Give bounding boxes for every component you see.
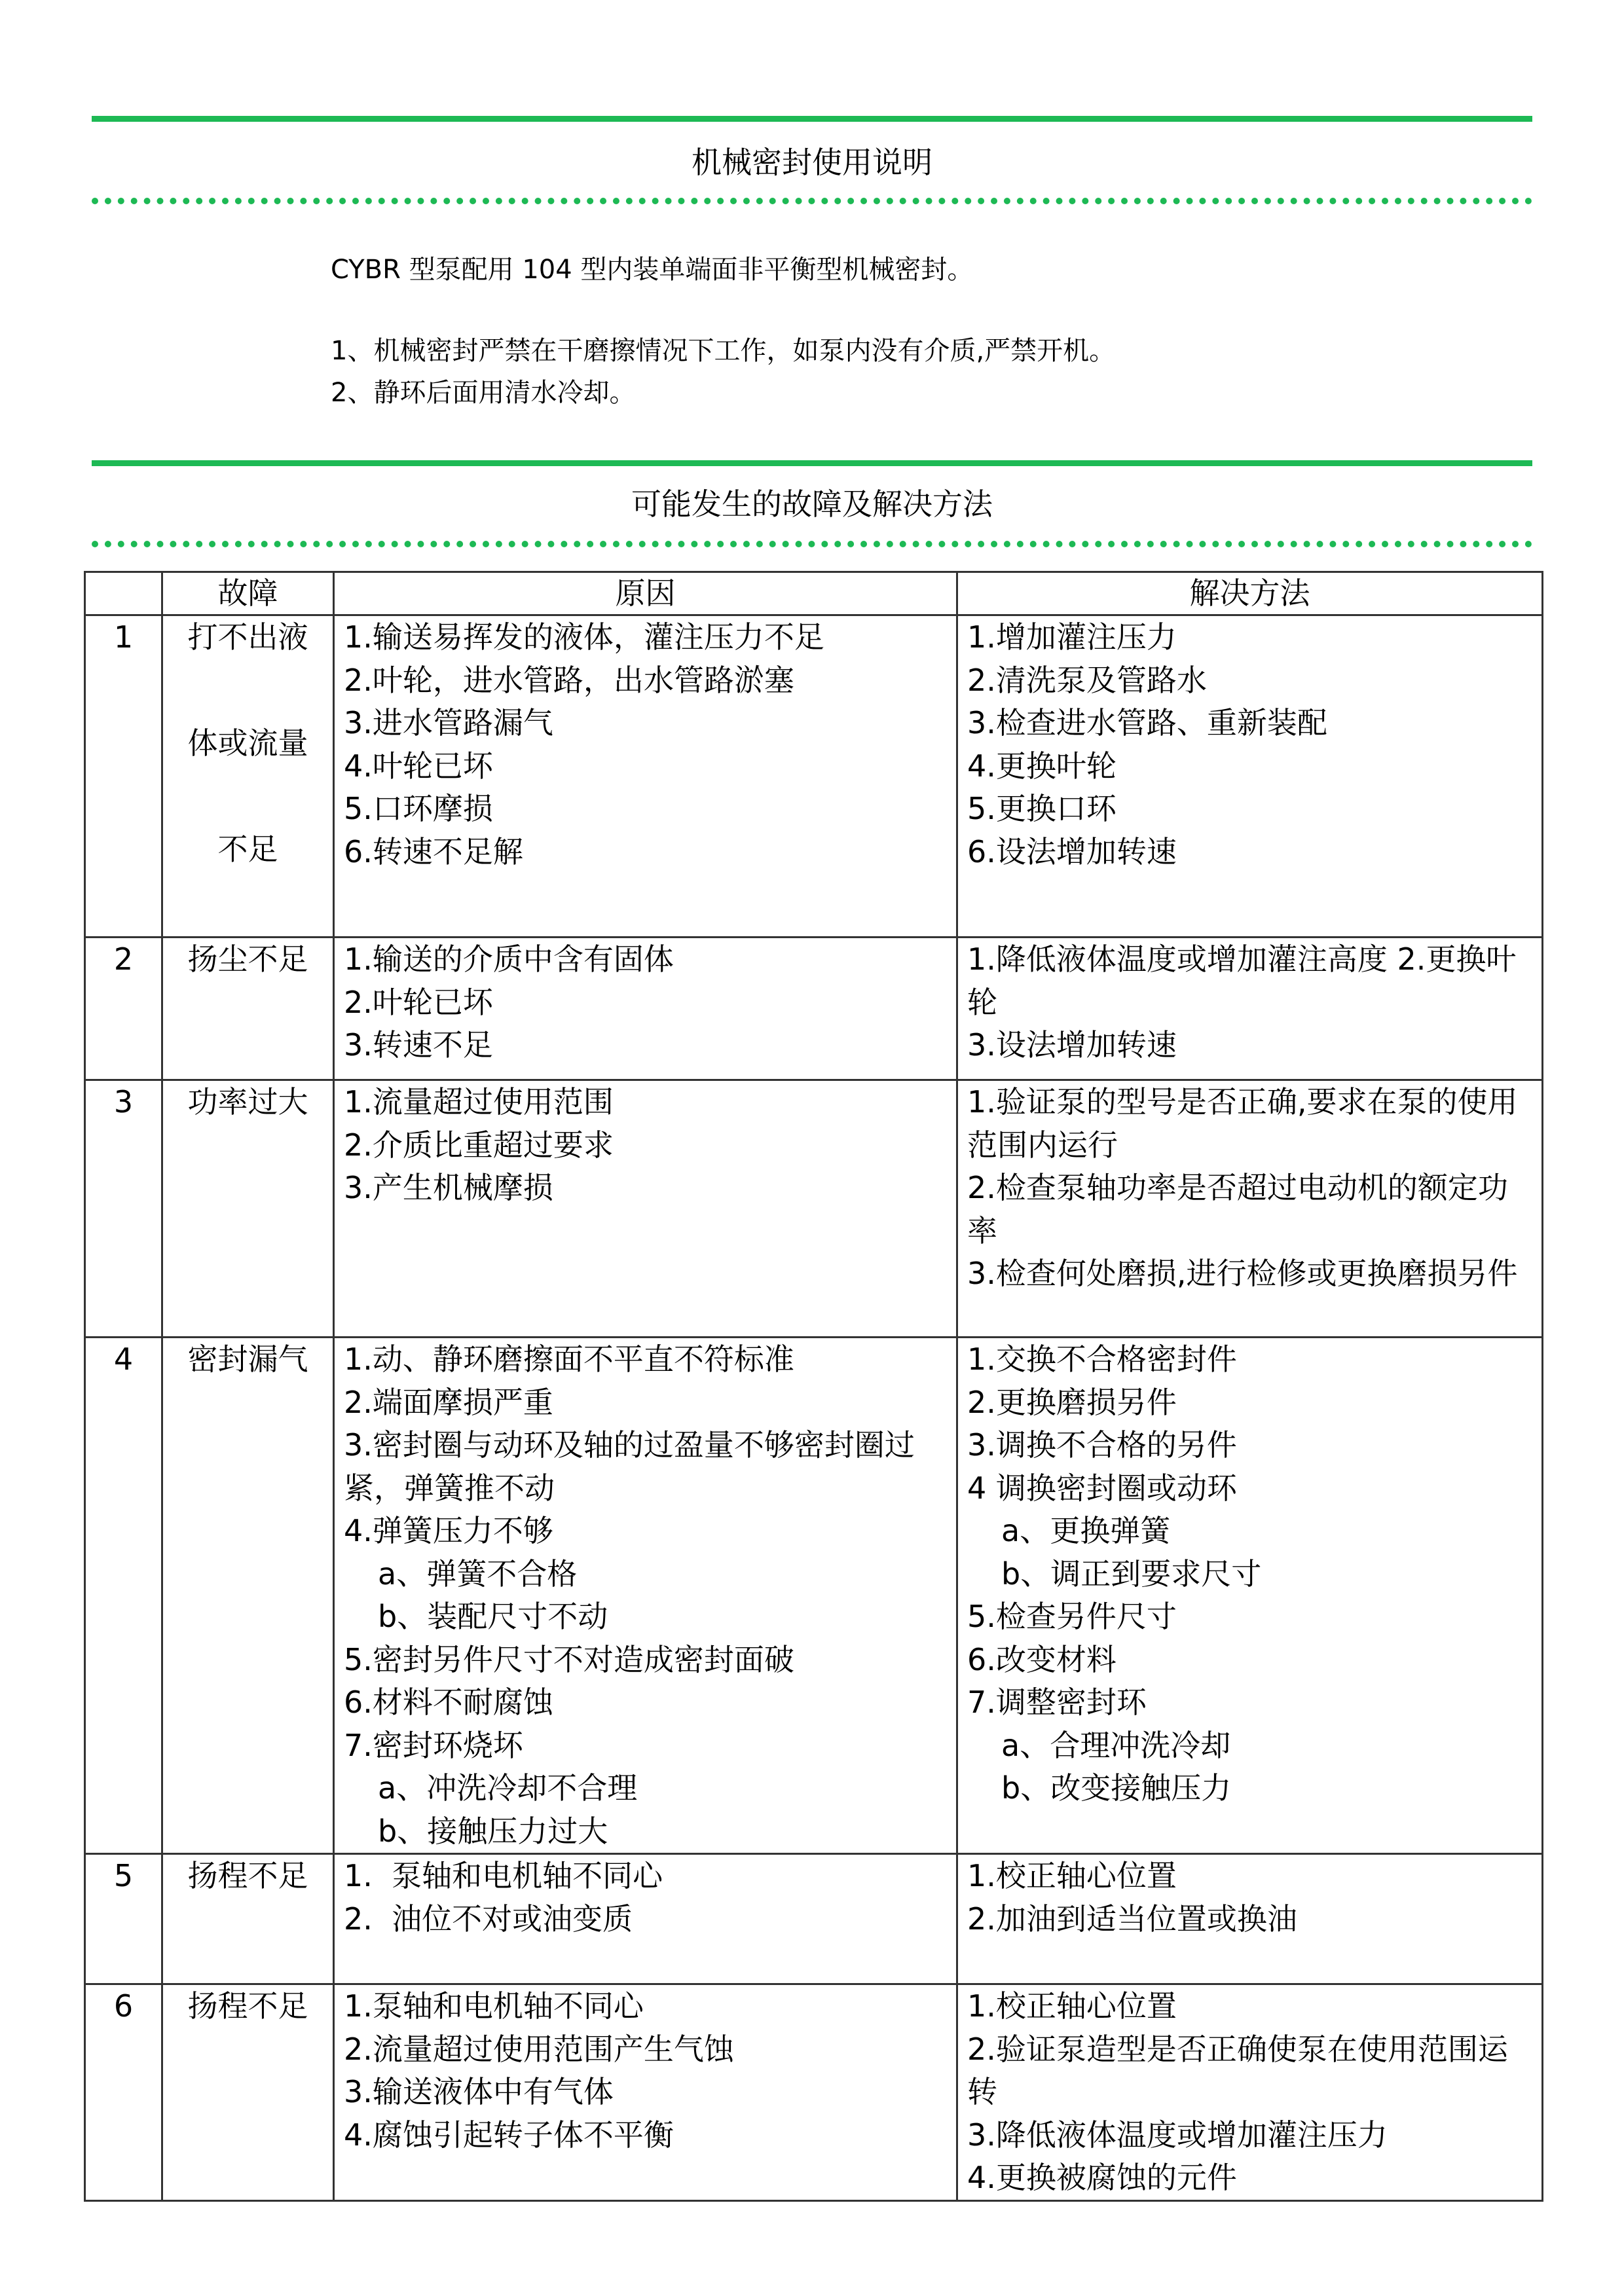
cause-subline: a、冲洗冷却不合理 (378, 1770, 638, 1806)
solution-line: 1.降低液体温度或增加灌注高度 2.更换叶轮 (967, 941, 1517, 1020)
middle-solid-rule (92, 460, 1532, 466)
usage-intro-text: CYBR 型泵配用 104 型内装单端面非平衡型机械密封。 (331, 255, 974, 285)
cause-line: 7.密封环烧坏 (344, 1727, 523, 1763)
fault-label: 功率过大 (187, 1084, 308, 1120)
cause-line: 1.流量超过使用范围 (344, 1084, 614, 1120)
solution-line: 3.调换不合格的另件 (967, 1427, 1237, 1463)
cause-line: 1. 泵轴和电机轴不同心 (344, 1858, 663, 1893)
usage-note-1: 1、机械密封严禁在干磨擦情况下工作，如泵内没有介质,严禁开机。 (331, 336, 1116, 366)
header-fault: 故障 (162, 572, 334, 615)
fault-cell (162, 1338, 334, 1854)
header-cause: 原因 (334, 572, 957, 615)
section-title-faults: 可能发生的故障及解决方法 (631, 486, 993, 522)
cause-line: 4.弹簧压力不够 (344, 1513, 553, 1548)
fault-cell (162, 938, 334, 1080)
fault-label: 打不出液 (187, 619, 308, 655)
cause-cell (334, 1854, 957, 1984)
table-row (85, 1338, 1543, 1854)
solution-line: 2.清洗泵及管路水 (967, 662, 1207, 698)
solution-line: 1.交换不合格密封件 (967, 1341, 1237, 1377)
solution-line: 3.设法增加转速 (967, 1027, 1177, 1063)
solution-cell (957, 1984, 1543, 2201)
cause-cell (334, 1984, 957, 2201)
cause-line: 1.动、静环磨擦面不平直不符标准 (344, 1341, 794, 1377)
cause-line: 3.输送液体中有气体 (344, 2074, 614, 2109)
cause-line: 3.产生机械摩损 (344, 1170, 553, 1205)
solution-line: 5.检查另件尺寸 (967, 1599, 1177, 1634)
fault-label: 扬尘不足 (187, 941, 308, 977)
cause-line: 6.材料不耐腐蚀 (344, 1685, 553, 1720)
cause-cell (334, 938, 957, 1080)
solution-line: 5.更换口环 (967, 791, 1116, 826)
table-header-row (85, 572, 1543, 615)
row-number: 3 (85, 1080, 162, 1338)
fault-cell (162, 1984, 334, 2201)
table-row (85, 1984, 1543, 2201)
solution-line: 2.检查泵轴功率是否超过电动机的额定功率 (967, 1170, 1508, 1248)
solution-line: 1.验证泵的型号是否正确,要求在泵的使用范围内运行 (967, 1084, 1518, 1163)
cause-line: 6.转速不足解 (344, 833, 523, 869)
top-solid-rule (92, 116, 1532, 122)
usage-intro-block (331, 252, 1115, 410)
solution-line: 2.验证泵造型是否正确使泵在使用范围运转 (967, 2031, 1508, 2109)
usage-note-2: 2、静环后面用清水冷却。 (331, 378, 636, 408)
solution-line: 6.改变材料 (967, 1641, 1116, 1677)
solution-line: 1.校正轴心位置 (967, 1988, 1177, 2024)
cause-subline: a、弹簧不合格 (378, 1556, 578, 1592)
cause-cell (334, 615, 957, 938)
solution-line: 3.降低液体温度或增加灌注压力 (967, 2117, 1388, 2153)
fault-label: 密封漏气 (187, 1341, 308, 1377)
solution-subline: a、更换弹簧 (1001, 1513, 1171, 1548)
cause-line: 5.密封另件尺寸不对造成密封面破 (344, 1641, 794, 1677)
solution-cell (957, 615, 1543, 938)
row-number: 5 (85, 1854, 162, 1984)
cause-line: 1.泵轴和电机轴不同心 (344, 1988, 644, 2024)
cause-line: 2.介质比重超过要求 (344, 1127, 614, 1163)
solution-subline: b、改变接触压力 (1001, 1770, 1232, 1806)
cause-line: 2.叶轮，进水管路，出水管路淤塞 (344, 662, 794, 698)
solution-line: 1.增加灌注压力 (967, 619, 1177, 655)
dotted-rule-1 (92, 198, 1532, 204)
section-title-usage: 机械密封使用说明 (692, 145, 932, 180)
solution-line: 3.检查何处磨损,进行检修或更换磨损另件 (967, 1256, 1518, 1291)
fault-label: 体或流量 (187, 725, 308, 761)
solution-line: 4.更换叶轮 (967, 748, 1116, 784)
cause-line: 2.端面摩损严重 (344, 1384, 553, 1420)
solution-subline: b、调正到要求尺寸 (1001, 1556, 1262, 1592)
solution-line: 1.校正轴心位置 (967, 1858, 1177, 1893)
solution-line: 3.检查进水管路、重新装配 (967, 705, 1327, 740)
fault-cell (162, 615, 334, 938)
table-row (85, 615, 1543, 938)
cause-cell (334, 1080, 957, 1338)
fault-table (84, 571, 1543, 2202)
table-row (85, 938, 1543, 1080)
fault-cell (162, 1854, 334, 1984)
header-solution: 解决方法 (957, 572, 1543, 615)
fault-label: 扬程不足 (187, 1988, 308, 2024)
table-row (85, 1854, 1543, 1984)
solution-cell (957, 1338, 1543, 1854)
row-number: 1 (85, 615, 162, 938)
fault-label: 扬程不足 (187, 1858, 308, 1893)
cause-line: 1.输送易挥发的液体，灌注压力不足 (344, 619, 824, 655)
cause-cell (334, 1338, 957, 1854)
cause-line: 1.输送的介质中含有固体 (344, 941, 674, 977)
solution-cell (957, 938, 1543, 1080)
fault-label: 不足 (217, 831, 278, 867)
cause-subline: b、接触压力过大 (378, 1813, 608, 1849)
solution-cell (957, 1080, 1543, 1338)
row-number: 4 (85, 1338, 162, 1854)
row-number: 2 (85, 938, 162, 1080)
header-num (85, 572, 162, 615)
solution-line: 4 调换密封圈或动环 (967, 1470, 1237, 1506)
cause-line: 2. 油位不对或油变质 (344, 1901, 633, 1937)
cause-subline: b、装配尺寸不动 (378, 1599, 608, 1634)
dotted-rule-2 (92, 541, 1532, 547)
fault-cell (162, 1080, 334, 1338)
table-row (85, 1080, 1543, 1338)
solution-cell (957, 1854, 1543, 1984)
cause-line: 5.口环摩损 (344, 791, 493, 826)
cause-line: 4.腐蚀引起转子体不平衡 (344, 2117, 674, 2153)
cause-line: 4.叶轮已坏 (344, 748, 493, 784)
cause-line: 2.流量超过使用范围产生气蚀 (344, 2031, 734, 2067)
cause-line: 3.进水管路漏气 (344, 705, 553, 740)
solution-line: 2.加油到适当位置或换油 (967, 1901, 1297, 1937)
row-number: 6 (85, 1984, 162, 2201)
solution-line: 6.设法增加转速 (967, 833, 1177, 869)
cause-line: 3.密封圈与动环及轴的过盈量不够密封圈过紧，弹簧推不动 (344, 1427, 915, 1506)
solution-line: 4.更换被腐蚀的元件 (967, 2160, 1237, 2195)
solution-subline: a、合理冲洗冷却 (1001, 1727, 1231, 1763)
solution-line: 2.更换磨损另件 (967, 1384, 1177, 1420)
solution-line: 7.调整密封环 (967, 1685, 1147, 1720)
cause-line: 3.转速不足 (344, 1027, 493, 1063)
cause-line: 2.叶轮已坏 (344, 984, 493, 1020)
